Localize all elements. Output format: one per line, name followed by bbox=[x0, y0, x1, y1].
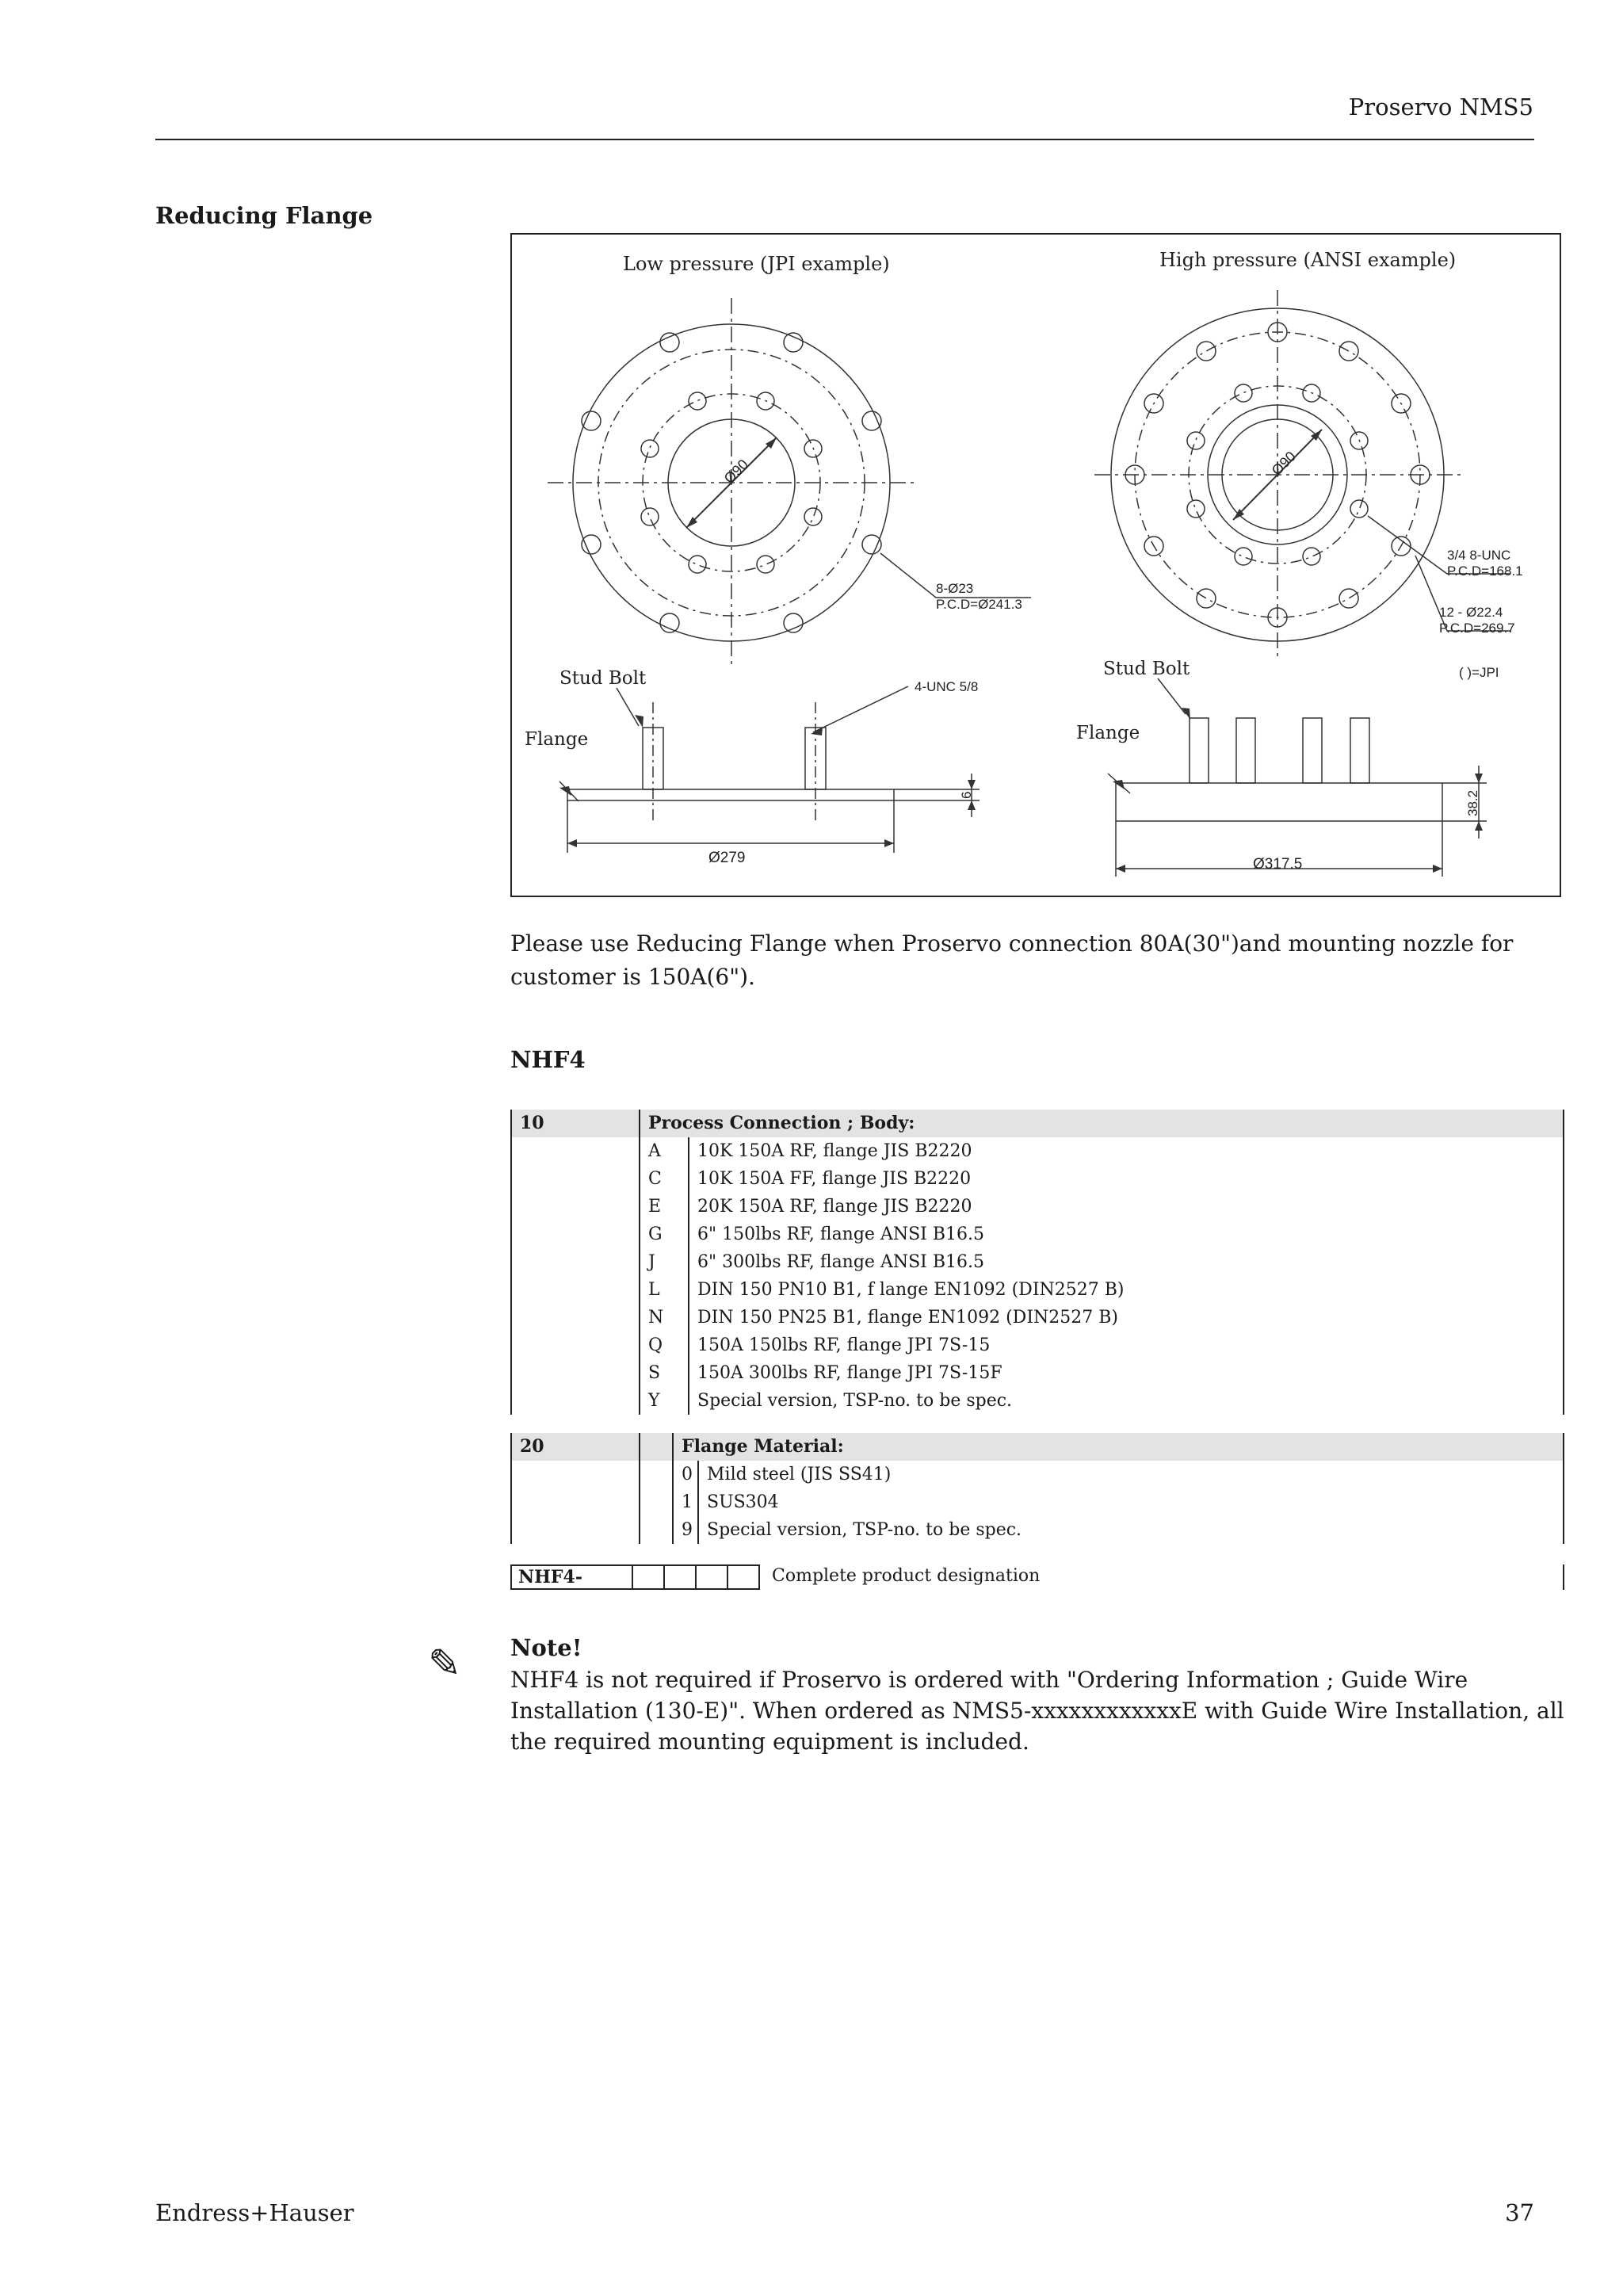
flange-drawing-svg bbox=[512, 235, 1563, 899]
table-row: G 6" 150lbs RF, flange ANSI B16.5 bbox=[511, 1221, 1564, 1248]
feature-10-table bbox=[510, 1110, 1564, 1415]
stud-bolt-right-label: Stud Bolt bbox=[1103, 659, 1190, 679]
table-row: Q 150A 150lbs RF, flange JPI 7S-15 bbox=[511, 1331, 1564, 1359]
note-text: NHF4 is not required if Proservo is ordered with "Ordering Information ; Guide Wire Installation (130-E)". When ordered as NMS5-xxxxxxxxxxxxE with Guide Wire Installation, all the required mounting equipment is included. bbox=[510, 1667, 1564, 1755]
order-code-title: NHF4 bbox=[510, 1046, 586, 1073]
designation-prefix: NHF4- bbox=[518, 1567, 582, 1587]
table-row: C 10K 150A FF, flange JIS B2220 bbox=[511, 1165, 1564, 1193]
table-row: 0 Mild steel (JIS SS41) bbox=[511, 1461, 1564, 1488]
page-number: 37 bbox=[1505, 2199, 1534, 2226]
designation-box bbox=[727, 1564, 760, 1590]
section-title: Reducing Flange bbox=[155, 202, 373, 229]
designation-label: Complete product designation bbox=[772, 1566, 1041, 1586]
table-row: J 6" 300lbs RF, flange ANSI B16.5 bbox=[511, 1248, 1564, 1276]
flange-left-label: Flange bbox=[525, 729, 589, 750]
header-rule bbox=[155, 139, 1534, 140]
table-row: E 20K 150A RF, flange JIS B2220 bbox=[511, 1193, 1564, 1221]
low-pressure-title: Low pressure (JPI example) bbox=[623, 253, 890, 275]
pencil-icon: ✎ bbox=[428, 1641, 461, 1687]
low-pcd-label: P.C.D=Ø241.3 bbox=[936, 597, 1022, 612]
table-row: N DIN 150 PN25 B1, flange EN1092 (DIN2527 B) bbox=[511, 1304, 1564, 1331]
designation-box bbox=[695, 1564, 728, 1590]
designation-box bbox=[663, 1564, 697, 1590]
product-designation bbox=[510, 1564, 1564, 1591]
high-pcd1-label: P.C.D=168.1 bbox=[1447, 563, 1523, 579]
feature-20-label: Flange Material: bbox=[673, 1433, 1564, 1461]
high-holes-label: 12 - Ø22.4 bbox=[1439, 605, 1503, 620]
footer-brand: Endress+Hauser bbox=[155, 2199, 354, 2226]
od-right-label: Ø317.5 bbox=[1253, 856, 1303, 873]
description-paragraph: Please use Reducing Flange when Proservo connection 80A(30")and mounting nozzle for customer is 150A(6"). bbox=[510, 930, 1514, 990]
stud-bolt-left-label: Stud Bolt bbox=[559, 668, 647, 689]
feature-10-label: Process Connection ; Body: bbox=[640, 1110, 1564, 1137]
high-dia-label: Ø90 bbox=[1268, 448, 1299, 479]
table-row: 1 SUS304 bbox=[511, 1488, 1564, 1516]
designation-prefix-box bbox=[510, 1564, 633, 1590]
feature-20-number: 20 bbox=[511, 1433, 640, 1461]
designation-end-rule bbox=[1563, 1564, 1564, 1590]
table-row: 9 Special version, TSP-no. to be spec. bbox=[511, 1516, 1564, 1544]
table-row: A 10K 150A RF, flange JIS B2220 bbox=[511, 1137, 1564, 1165]
high-pressure-title: High pressure (ANSI example) bbox=[1159, 249, 1457, 271]
low-dia-label: Ø90 bbox=[720, 456, 751, 487]
feature-10-number: 10 bbox=[511, 1110, 640, 1137]
jpi-note: ( )=JPI bbox=[1459, 665, 1499, 680]
note-title: Note! bbox=[510, 1634, 582, 1661]
header-title: Proservo NMS5 bbox=[1348, 94, 1533, 120]
thick-right-label: 38.2 bbox=[1465, 789, 1480, 816]
od-left-label: Ø279 bbox=[708, 850, 746, 866]
table-row: S 150A 300lbs RF, flange JPI 7S-15F bbox=[511, 1359, 1564, 1387]
high-pcd2-label: P.C.D=269.7 bbox=[1439, 621, 1515, 636]
unc-left-label: 4-UNC 5/8 bbox=[915, 679, 979, 694]
flange-drawing bbox=[510, 233, 1561, 897]
table-row: Y Special version, TSP-no. to be spec. bbox=[511, 1387, 1564, 1415]
thick-left-label: 6 bbox=[959, 791, 974, 799]
flange-right-label: Flange bbox=[1076, 723, 1140, 743]
feature-20-table bbox=[510, 1433, 1564, 1544]
table-row: L DIN 150 PN10 B1, f lange EN1092 (DIN2527 B) bbox=[511, 1276, 1564, 1304]
low-holes-label: 8-Ø23 bbox=[936, 581, 974, 596]
high-unc-label: 3/4 8-UNC bbox=[1447, 548, 1511, 563]
designation-box bbox=[632, 1564, 665, 1590]
